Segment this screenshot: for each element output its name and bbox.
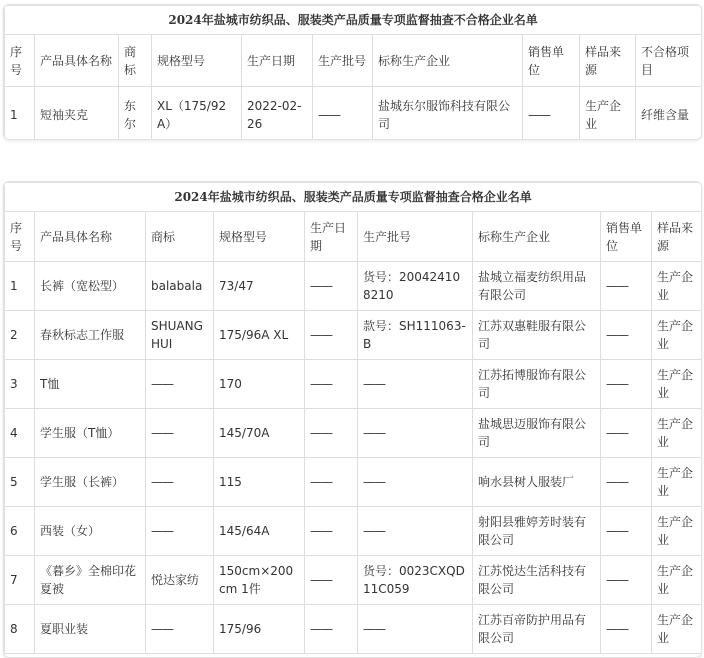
conforming-cell: 生产企业 xyxy=(652,311,702,360)
table-row xyxy=(5,605,702,654)
table-row xyxy=(5,556,702,605)
conforming-cell: —— xyxy=(601,409,652,458)
conforming-cell: —— xyxy=(305,458,358,507)
conforming-cell: 170 xyxy=(214,360,305,409)
conforming-header-cell: 标称生产企业 xyxy=(473,212,601,262)
conforming-cell: —— xyxy=(305,605,358,654)
conforming-header-cell: 产品具体名称 xyxy=(35,212,146,262)
conforming-cell: —— xyxy=(601,311,652,360)
conforming-cell: —— xyxy=(146,507,214,556)
nonconforming-header-cell: 生产日期 xyxy=(242,35,313,87)
nonconforming-cell: 盐城东尔服饰科技有限公司 xyxy=(373,87,523,141)
conforming-cell: 5 xyxy=(5,458,35,507)
conforming-cell: 生产企业 xyxy=(652,262,702,311)
table-row xyxy=(5,409,702,458)
table-row xyxy=(5,311,702,360)
nonconforming-table-card xyxy=(3,4,702,140)
nonconforming-header-cell: 序号 xyxy=(5,35,35,87)
conforming-cell: 115 xyxy=(214,458,305,507)
conforming-cell: 生产企业 xyxy=(652,556,702,605)
conforming-cell: 盐城立福麦纺织用品有限公司 xyxy=(473,262,601,311)
conforming-cell: 7 xyxy=(5,556,35,605)
conforming-cell: 145/70A xyxy=(214,409,305,458)
conforming-header-cell: 生产日期 xyxy=(305,212,358,262)
conforming-table-title: 2024年盐城市纺织品、服装类产品质量专项监督抽查合格企业名单 xyxy=(5,183,702,212)
conforming-cell: 春秋标志工作服 xyxy=(35,311,146,360)
conforming-cell: 西装（女） xyxy=(35,507,146,556)
conforming-cell: 生产企业 xyxy=(652,409,702,458)
nonconforming-cell: XL（175/92A） xyxy=(152,87,242,141)
conforming-cell: 150cm×200cm 1件 xyxy=(214,556,305,605)
conforming-cell: 4 xyxy=(5,409,35,458)
nonconforming-cell: 纤维含量 xyxy=(636,87,702,141)
conforming-cell: 盐城思迈服饰有限公司 xyxy=(473,409,601,458)
nonconforming-cell: 1 xyxy=(5,87,35,141)
conforming-cell: —— xyxy=(601,507,652,556)
nonconforming-header-cell: 标称生产企业 xyxy=(373,35,523,87)
conforming-header-cell: 规格型号 xyxy=(214,212,305,262)
conforming-cell: —— xyxy=(358,605,473,654)
conforming-cell: 货号：0023CXQD11C059 xyxy=(358,556,473,605)
conforming-cell: —— xyxy=(305,556,358,605)
conforming-cell: 175/96A XL xyxy=(214,311,305,360)
conforming-table xyxy=(4,182,702,654)
nonconforming-header-cell: 不合格项目 xyxy=(636,35,702,87)
table-row xyxy=(5,360,702,409)
conforming-cell: 3 xyxy=(5,360,35,409)
conforming-cell: 江苏拓博服饰有限公司 xyxy=(473,360,601,409)
conforming-cell: 145/64A xyxy=(214,507,305,556)
conforming-cell: 响水县树人服装厂 xyxy=(473,458,601,507)
conforming-cell: 8 xyxy=(5,605,35,654)
conforming-cell: 江苏百帝防护用品有限公司 xyxy=(473,605,601,654)
conforming-cell: 江苏双惠鞋服有限公司 xyxy=(473,311,601,360)
conforming-cell: 款号：SH111063-B xyxy=(358,311,473,360)
conforming-cell: 175/96 xyxy=(214,605,305,654)
conforming-cell: —— xyxy=(358,360,473,409)
nonconforming-header-cell: 产品具体名称 xyxy=(35,35,119,87)
conforming-header-row xyxy=(5,212,702,262)
conforming-cell: —— xyxy=(601,556,652,605)
conforming-cell: 6 xyxy=(5,507,35,556)
conforming-cell: 射阳县雅婷芳时装有限公司 xyxy=(473,507,601,556)
nonconforming-cell: 2022-02-26 xyxy=(242,87,313,141)
conforming-cell: 长裤（宽松型） xyxy=(35,262,146,311)
conforming-cell: —— xyxy=(305,507,358,556)
conforming-header-cell: 商标 xyxy=(146,212,214,262)
conforming-cell: 悦达家纺 xyxy=(146,556,214,605)
conforming-header-cell: 样品来源 xyxy=(652,212,702,262)
conforming-cell: T恤 xyxy=(35,360,146,409)
nonconforming-cell: 短袖夹克 xyxy=(35,87,119,141)
conforming-cell: —— xyxy=(146,458,214,507)
conforming-cell: 生产企业 xyxy=(652,605,702,654)
nonconforming-table-title: 2024年盐城市纺织品、服装类产品质量专项监督抽查不合格企业名单 xyxy=(5,6,702,35)
conforming-table-card xyxy=(3,181,702,658)
nonconforming-table xyxy=(4,5,702,140)
conforming-cell: 生产企业 xyxy=(652,507,702,556)
conforming-cell: 1 xyxy=(5,262,35,311)
conforming-cell: —— xyxy=(358,458,473,507)
conforming-cell: 夏职业装 xyxy=(35,605,146,654)
conforming-cell: —— xyxy=(305,360,358,409)
table-row xyxy=(5,458,702,507)
conforming-cell: —— xyxy=(305,409,358,458)
nonconforming-header-cell: 规格型号 xyxy=(152,35,242,87)
conforming-cell: —— xyxy=(146,409,214,458)
conforming-cell: —— xyxy=(358,507,473,556)
conforming-cell: 货号：200424108210 xyxy=(358,262,473,311)
conforming-cell: 《暮乡》全棉印花夏被 xyxy=(35,556,146,605)
conforming-header-cell: 序号 xyxy=(5,212,35,262)
nonconforming-header-cell: 样品来源 xyxy=(580,35,636,87)
conforming-cell: 2 xyxy=(5,311,35,360)
nonconforming-header-cell: 销售单位 xyxy=(523,35,580,87)
nonconforming-cell: 东尔 xyxy=(119,87,152,141)
conforming-cell: balabala xyxy=(146,262,214,311)
conforming-cell: —— xyxy=(305,262,358,311)
conforming-cell: —— xyxy=(146,360,214,409)
conforming-cell: —— xyxy=(601,262,652,311)
conforming-cell: 江苏悦达生活科技有限公司 xyxy=(473,556,601,605)
conforming-header-cell: 销售单位 xyxy=(601,212,652,262)
conforming-cell: —— xyxy=(358,409,473,458)
conforming-cell: —— xyxy=(305,311,358,360)
table-row xyxy=(5,507,702,556)
nonconforming-cell: —— xyxy=(523,87,580,141)
nonconforming-header-cell: 商标 xyxy=(119,35,152,87)
table-row xyxy=(5,87,702,141)
conforming-cell: —— xyxy=(146,605,214,654)
conforming-header-cell: 生产批号 xyxy=(358,212,473,262)
nonconforming-cell: 生产企业 xyxy=(580,87,636,141)
conforming-cell: —— xyxy=(601,605,652,654)
table-row xyxy=(5,262,702,311)
conforming-cell: 学生服（T恤） xyxy=(35,409,146,458)
nonconforming-header-cell: 生产批号 xyxy=(313,35,373,87)
conforming-cell: 学生服（长裤） xyxy=(35,458,146,507)
conforming-cell: 生产企业 xyxy=(652,360,702,409)
conforming-cell: —— xyxy=(601,458,652,507)
conforming-cell: SHUANG HUI xyxy=(146,311,214,360)
nonconforming-cell: —— xyxy=(313,87,373,141)
nonconforming-header-row xyxy=(5,35,702,87)
conforming-cell: 73/47 xyxy=(214,262,305,311)
conforming-cell: —— xyxy=(601,360,652,409)
conforming-cell: 生产企业 xyxy=(652,458,702,507)
